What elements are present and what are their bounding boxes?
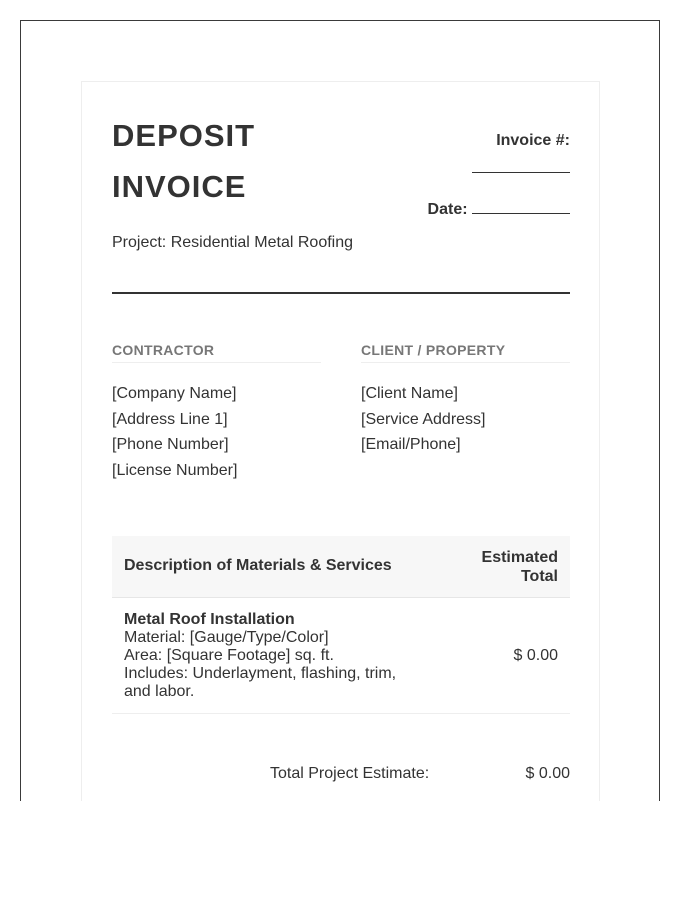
date-field	[428, 199, 570, 219]
client-name: [Client Name]	[361, 385, 458, 402]
invoice-number-label: Invoice #:	[496, 132, 570, 149]
column-header-total-line-2: Total	[520, 568, 558, 585]
date-label: Date:	[427, 201, 468, 218]
table-row	[112, 598, 570, 714]
contractor-phone: [Phone Number]	[112, 436, 229, 454]
item-title: Metal Roof Installation	[124, 611, 295, 628]
item-amount: $ 0.00	[513, 647, 558, 664]
client-details	[361, 381, 486, 458]
total-amount: $ 0.00	[525, 765, 570, 782]
column-header-description: Description of Materials & Services	[124, 557, 392, 574]
contractor-license: [License Number]	[112, 462, 238, 480]
contractor-address: [Address Line 1]	[112, 410, 228, 428]
item-area: Area: [Square Footage] sq. ft.	[124, 647, 334, 664]
item-material: Material: [Gauge/Type/Color]	[124, 629, 329, 646]
date-blank	[472, 199, 570, 214]
client-contact: [Email/Phone]	[361, 436, 461, 454]
contractor-company: [Company Name]	[112, 385, 237, 402]
client-heading: CLIENT / PROPERTY	[361, 342, 570, 363]
item-includes-cont: and labor.	[124, 683, 195, 700]
item-includes: Includes: Underlayment, flashing, trim,	[124, 665, 397, 682]
contractor-heading: CONTRACTOR	[112, 342, 321, 363]
column-header-total-line-1: Estimated	[481, 549, 558, 566]
client-address: [Service Address]	[361, 410, 486, 428]
item-description	[124, 629, 414, 701]
table-header	[112, 536, 570, 598]
project-label: Project: Residential Metal Roofing	[112, 234, 354, 251]
line-items-table	[112, 536, 570, 714]
header-divider	[112, 292, 570, 294]
invoice-number-blank	[472, 158, 570, 178]
invoice-title-line-2: INVOICE	[112, 169, 247, 204]
column-header-total	[482, 548, 558, 586]
invoice-title-line-1: DEPOSIT	[112, 118, 256, 153]
total-label: Total Project Estimate:	[270, 765, 430, 782]
contractor-details	[112, 381, 237, 484]
